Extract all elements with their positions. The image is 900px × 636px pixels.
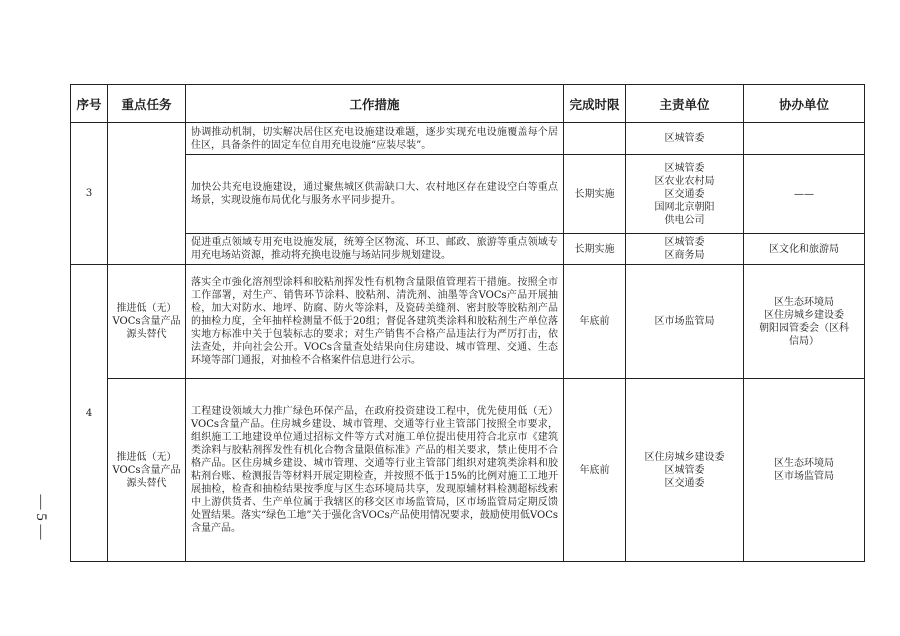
page-number: — 5 — bbox=[33, 494, 50, 540]
task-cell: 推进低（无）VOCs含量产品源头替代 bbox=[108, 379, 186, 562]
lead-unit: 区农业农村局 bbox=[654, 175, 715, 187]
measure-cell: 工程建设领域大力推广绿色环保产品，在政府投资建设工程中，优先使用低（无）VOCs含量产品。住房城乡建设、城市管理、交通等行业主管部门按照全市要求，组织施工工地建设单位通过招标文件等方式对施工单位提出使用符合北京市《建筑类涂料与胶粘剂挥发性有机化合物含量限值标准》产品的相关要求，禁止使用不合格产品。区住房城乡建设、城市管理、交通等行业主管部门组织对建筑类涂料和胶粘剂台账、检测报告等材料开展定期检查，并按照不低于15%的比例对施工工地开展抽检，检查和抽检结果按季度与区生态环境局共享，发现原辅材料检测超标线索中上游供货者、生产单位属于我辖区的移交区市场监管局，区市场监管局定期反馈处置结果。落实“绿色工地”关于强化含VOCs产品使用情况要求，鼓励使用低VOCs含量产品。 bbox=[186, 379, 564, 562]
header-seq: 序号 bbox=[71, 85, 108, 123]
lead-cell bbox=[626, 379, 744, 562]
measure-cell: 落实全市強化溶剂型涂料和胶粘剂挥发性有机物含量限值管理若干措施。按照全市工作部署，对生产、销售环节涂料、胶粘剂、清洗剂、油墨等含VOCs产品开展抽检，加大对防水、地坪、防腐、防火等涂料，及瓷砖美缝剂、密封胶等胶粘剂产品的抽检力度，全年抽样检测量不低于20组；督促各建筑类涂料和胶粘剂生产单位落实地方标准中关于包装标志的要求；对生产销售不合格产品违法行为严厉打击，依法查处，并向社会公开。VOCs含量查处结果向住房建设、城市管理、交通、生态环境等部门通报，对抽检不合格案件信息进行公示。 bbox=[186, 265, 564, 379]
table-row bbox=[71, 379, 865, 562]
lead-unit: 供电公司 bbox=[664, 214, 705, 226]
header-task: 重点任务 bbox=[108, 85, 186, 123]
assist-unit: 区市场监管局 bbox=[774, 471, 834, 482]
header-measure: 工作措施 bbox=[186, 85, 564, 123]
assist-cell bbox=[744, 123, 865, 155]
table-row bbox=[71, 123, 865, 155]
lead-unit: 区城管委 bbox=[664, 162, 705, 174]
deadline-cell: 年底前 bbox=[564, 265, 626, 379]
lead-cell bbox=[626, 234, 744, 265]
header-assist: 协办单位 bbox=[744, 85, 865, 123]
header-lead: 主责单位 bbox=[626, 85, 744, 123]
assist-unit: 区生态环境局 bbox=[774, 458, 834, 469]
lead-unit: 区交通委 bbox=[664, 477, 705, 489]
lead-cell bbox=[626, 155, 744, 234]
lead-unit: 国网北京朝阳 bbox=[654, 201, 715, 213]
lead-unit: 区交通委 bbox=[664, 188, 705, 200]
table-header-row bbox=[71, 85, 865, 123]
assist-cell bbox=[744, 265, 865, 379]
task-cell bbox=[108, 123, 186, 265]
lead-unit: 区市场监管局 bbox=[654, 316, 715, 327]
table-row bbox=[71, 265, 865, 379]
assist-unit: 区文化和旅游局 bbox=[769, 243, 839, 255]
seq-cell: 3 bbox=[71, 123, 108, 265]
table-row bbox=[71, 155, 865, 234]
header-deadline: 完成时限 bbox=[564, 85, 626, 123]
assist-unit: 信局） bbox=[789, 335, 819, 347]
assist-unit: —— bbox=[794, 188, 814, 200]
seq-cell: 4 bbox=[71, 265, 108, 562]
assist-unit: 朝阳园管委会（区科 bbox=[759, 322, 849, 334]
measure-cell: 协调推动机制，切实解决居住区充电设施建设难题，逐步实现充电设施覆盖每个居住区，具备条件的固定车位自用充电设施“应装尽装”。 bbox=[186, 123, 564, 155]
measure-cell: 加快公共充电设施建设，通过聚焦城区供需缺口大、农村地区存在建设空白等重点场景，实现设施布局优化与服务水平同步提升。 bbox=[186, 155, 564, 234]
measure-cell: 促进重点领域专用充电设施发展，统筹全区物流、环卫、邮政、旅游等重点领域专用充电场站资源，推动将充换电设施与场站同步规划建设。 bbox=[186, 234, 564, 265]
lead-unit: 区城管委 bbox=[664, 237, 705, 248]
assist-unit: 区生态环境局 bbox=[774, 296, 834, 308]
assist-cell bbox=[744, 234, 865, 265]
deadline-cell: 长期实施 bbox=[564, 155, 626, 234]
assist-cell bbox=[744, 379, 865, 562]
task-table bbox=[70, 84, 865, 562]
table-row bbox=[71, 234, 865, 265]
deadline-cell: 年底前 bbox=[564, 379, 626, 562]
lead-unit: 区商务局 bbox=[664, 250, 705, 261]
task-cell: 推进低（无）VOCs含量产品源头替代 bbox=[108, 265, 186, 379]
lead-unit: 区城管委 bbox=[664, 133, 705, 144]
lead-cell bbox=[626, 123, 744, 155]
assist-unit: 区住房城乡建设委 bbox=[764, 309, 844, 321]
lead-unit: 区住房城乡建设委 bbox=[644, 451, 725, 463]
deadline-cell bbox=[564, 123, 626, 155]
deadline-cell: 长期实施 bbox=[564, 234, 626, 265]
lead-unit: 区城管委 bbox=[664, 464, 705, 476]
assist-cell bbox=[744, 155, 865, 234]
lead-cell bbox=[626, 265, 744, 379]
